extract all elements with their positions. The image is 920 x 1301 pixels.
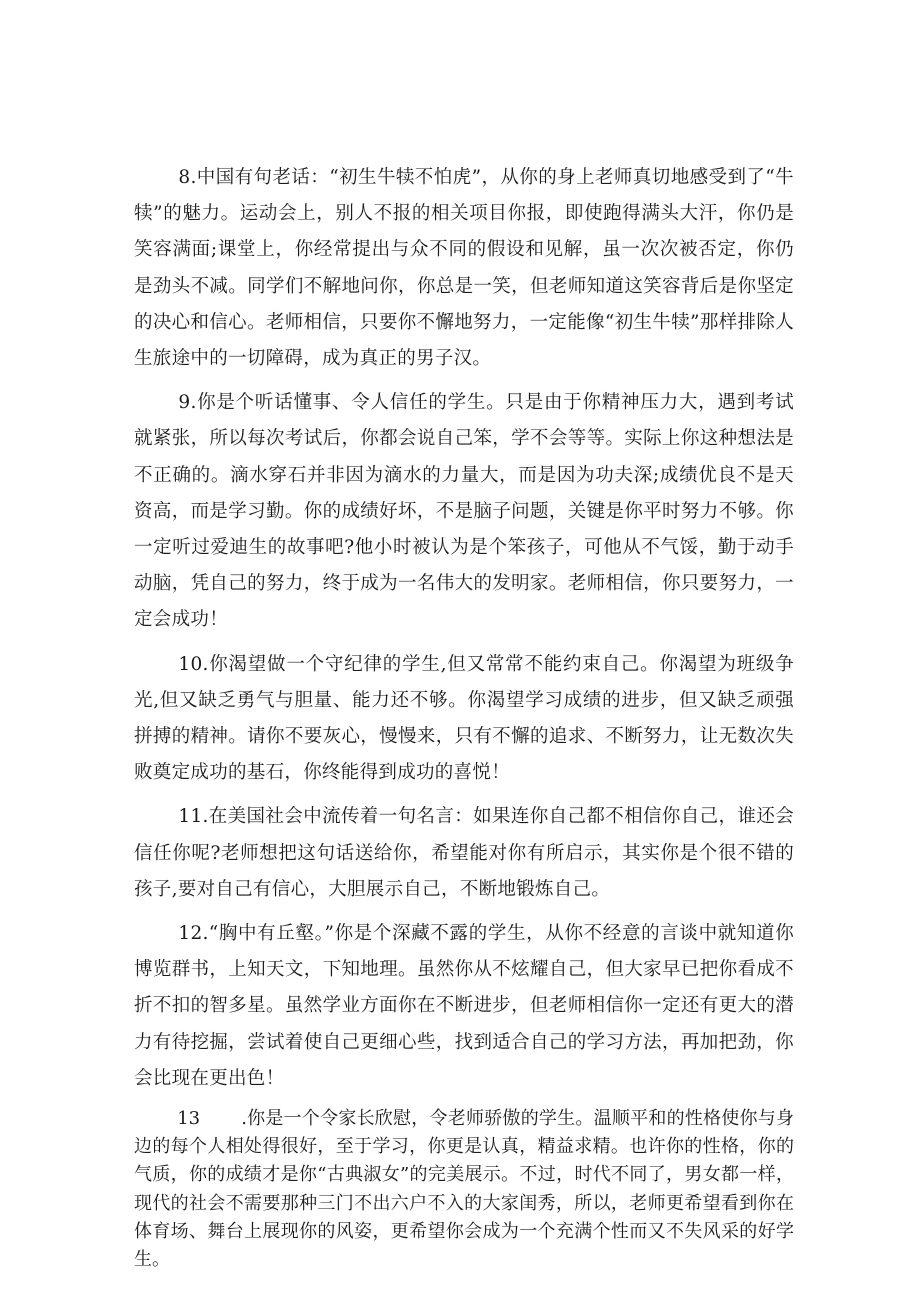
document-page — [134, 160, 794, 1274]
paragraph-text: .你渴望做一个守纪律的学生,但又常常不能约束自己。你渴望为班级争光,但又缺乏勇气与胆量、能力还不够。你渴望学习成绩的进步，但又缺乏顽强拼搏的精神。请你不要灰心，慢慢来，只有不懈的追求、不断努力，让无数次失败奠定成功的基石，你终能得到成功的喜悦！ — [134, 653, 794, 784]
paragraph-number: 10 — [178, 653, 203, 675]
paragraph-10 — [134, 647, 794, 792]
paragraph-text: .在美国社会中流传着一句名言：如果连你自己都不相信你自己，谁还会信任你呢?老师想把这句话送给你，希望能对你有所启示，其实你是个很不错的孩子,要对自己有信心，大胆展示自己，不断地锻炼自己。 — [134, 806, 794, 900]
paragraph-text: .你是一个令家长欣慰，令老师骄傲的学生。温顺平和的性格使你与身边的每个人相处得很好，至于学习，你更是认真，精益求精。也许你的性格，你的气质，你的成绩才是你“古典淑女”的完美展示。不过，时代不同了，男女都一样，现代的社会不需要那种三门不出六户不入的大家闺秀，所以，老师更希望看到你在体育场、舞台上展现你的风姿，更希望你会成为一个充满个性而又不失风采的好学生。 — [134, 1108, 794, 1271]
paragraph-13 — [134, 1105, 794, 1274]
paragraph-text: .你是个听话懂事、令人信任的学生。只是由于你精神压力大，遇到考试就紧张，所以每次考试后，你都会说自己笨，学不会等等。实际上你这种想法是不正确的。滴水穿石并非因为滴水的力量大，而是因为功夫深;成绩优良不是天资高，而是学习勤。你的成绩好坏，不是脑子问题，关键是你平时努力不够。你一定听过爱迪生的故事吧?他小时被认为是个笨孩子，可他从不气馁，勤于动手动脑，凭自己的努力，终于成为一名伟大的发明家。老师相信，你只要努力，一定会成功！ — [134, 392, 794, 631]
paragraph-12 — [134, 916, 794, 1097]
paragraph-9 — [134, 385, 794, 638]
paragraph-8 — [134, 160, 794, 377]
paragraph-11 — [134, 799, 794, 908]
paragraph-text: .“胸中有丘壑。”你是个深藏不露的学生，从你不经意的言谈中就知道你博览群书，上知天文，下知地理。虽然你从不炫耀自己，但大家早已把你看成不折不扣的智多星。虽然学业方面你在不断进步，但老师相信你一定还有更大的潜力有待挖掘，尝试着使自己更细心些，找到适合自己的学习方法，再加把劲，你会比现在更出色！ — [134, 923, 794, 1089]
paragraph-number: 12 — [178, 923, 203, 945]
paragraph-number: 9 — [178, 392, 191, 414]
paragraph-number: 11 — [178, 806, 203, 828]
paragraph-number: 8 — [178, 167, 191, 188]
paragraph-text: .中国有句老话：“初生牛犊不怕虎”，从你的身上老师真切地感受到了“牛犊”的魅力。运动会上，别人不报的相关项目你报，即使跑得满头大汗，你仍是笑容满面;课堂上，你经常提出与众不同的假设和见解，虽一次次被否定，你仍是劲头不减。同学们不解地问你，你总是一笑，但老师知道这笑容背后是你坚定的决心和信心。老师相信，只要你不懈地努力，一定能像“初生牛犊”那样排除人生旅途中的一切障碍，成为真正的男子汉。 — [134, 167, 794, 370]
paragraph-number: 13 — [177, 1108, 201, 1130]
